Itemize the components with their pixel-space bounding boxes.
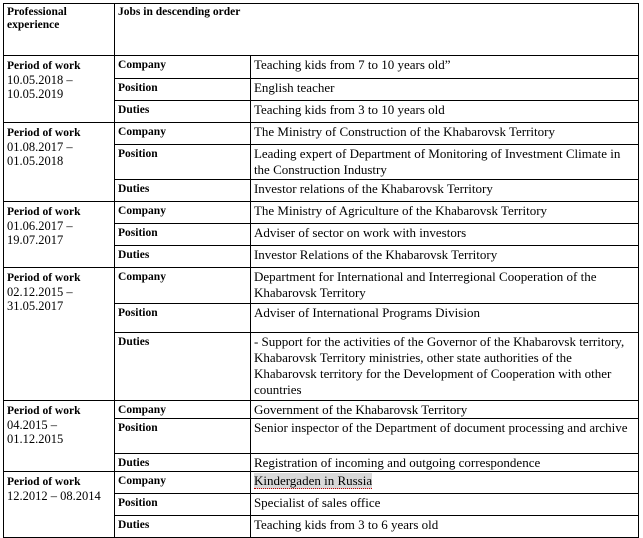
company-value: Teaching kids from 7 to 10 years old”: [250, 56, 638, 79]
company-label: Company: [115, 202, 251, 224]
company-value-text: Department for International and Interregional Cooperation of the Khabarovsk Territory: [253, 269, 597, 300]
company-label: Company: [115, 123, 251, 145]
company-label: Company: [115, 401, 251, 419]
duties-value: Investor Relations of the Khabarovsk Territory: [250, 246, 638, 268]
position-value: Senior inspector of the Department of document processing and archive: [250, 419, 638, 454]
period-cell: [4, 401, 115, 472]
position-label: Position: [115, 79, 251, 101]
job-row-company: [4, 123, 639, 145]
period-dates: 10.05.2018 – 10.05.2019: [7, 73, 73, 101]
period-cell: [4, 268, 115, 401]
period-dates: 04.2015 – 01.12.2015: [7, 418, 64, 446]
duties-value: Registration of incoming and outgoing correspondence: [250, 454, 638, 472]
company-label: Company: [115, 56, 251, 79]
company-value: The Ministry of Construction of the Khabarovsk Territory: [250, 123, 638, 145]
job-row-company: [4, 472, 639, 494]
period-label: Period of work: [7, 206, 81, 218]
job-row-company: [4, 268, 639, 304]
period-dates: 01.06.2017 – 19.07.2017: [7, 219, 73, 247]
company-value-highlighted: Kindergaden in Russia: [253, 473, 373, 488]
duties-label: Duties: [115, 516, 251, 538]
period-dates: 12.2012 – 08.2014: [7, 489, 101, 503]
position-value: Specialist of sales office: [250, 494, 638, 516]
experience-table: [3, 3, 639, 538]
period-cell: [4, 56, 115, 123]
period-label: Period of work: [7, 405, 81, 417]
duties-label: Duties: [115, 101, 251, 123]
period-dates: 01.08.2017 – 01.05.2018: [7, 140, 73, 168]
company-label: Company: [115, 472, 251, 494]
period-label: Period of work: [7, 60, 81, 72]
duties-label: Duties: [115, 333, 251, 401]
duties-value: Teaching kids from 3 to 6 years old: [250, 516, 638, 538]
company-value: [250, 268, 638, 304]
company-value: Government of the Khabarovsk Territory: [250, 401, 638, 419]
header-jobs-order: Jobs in descending order: [115, 4, 639, 56]
job-row-company: [4, 56, 639, 79]
position-value: English teacher: [250, 79, 638, 101]
header-professional-experience: Professional experience: [4, 4, 115, 56]
duties-value: Investor relations of the Khabarovsk Territory: [250, 180, 638, 202]
company-value: [250, 472, 638, 494]
position-value: Adviser of sector on work with investors: [250, 224, 638, 246]
duties-value: Teaching kids from 3 to 10 years old: [250, 101, 638, 123]
position-label: Position: [115, 304, 251, 333]
job-row-company: [4, 202, 639, 224]
period-cell: [4, 123, 115, 202]
period-label: Period of work: [7, 272, 81, 284]
period-cell: [4, 202, 115, 268]
position-label: Position: [115, 224, 251, 246]
duties-label: Duties: [115, 454, 251, 472]
duties-label: Duties: [115, 180, 251, 202]
position-label: Position: [115, 145, 251, 180]
duties-value: - Support for the activities of the Governor of the Khabarovsk territory, Khabarovsk Territory ministries, other state authorities of the Khabarovsk territory for the Development of Cooperation with other countries: [250, 333, 638, 401]
company-value: The Ministry of Agriculture of the Khabarovsk Territory: [250, 202, 638, 224]
table-header-row: [4, 4, 639, 56]
position-value: Leading expert of Department of Monitoring of Investment Climate in the Construction Industry: [250, 145, 638, 180]
period-label: Period of work: [7, 476, 81, 488]
duties-label: Duties: [115, 246, 251, 268]
company-label: Company: [115, 268, 251, 304]
position-label: Position: [115, 494, 251, 516]
period-label: Period of work: [7, 127, 81, 139]
position-value: Adviser of International Programs Division: [250, 304, 638, 333]
period-dates: 02.12.2015 – 31.05.2017: [7, 285, 73, 313]
job-row-company: [4, 401, 639, 419]
period-cell: [4, 472, 115, 538]
position-label: Position: [115, 419, 251, 454]
